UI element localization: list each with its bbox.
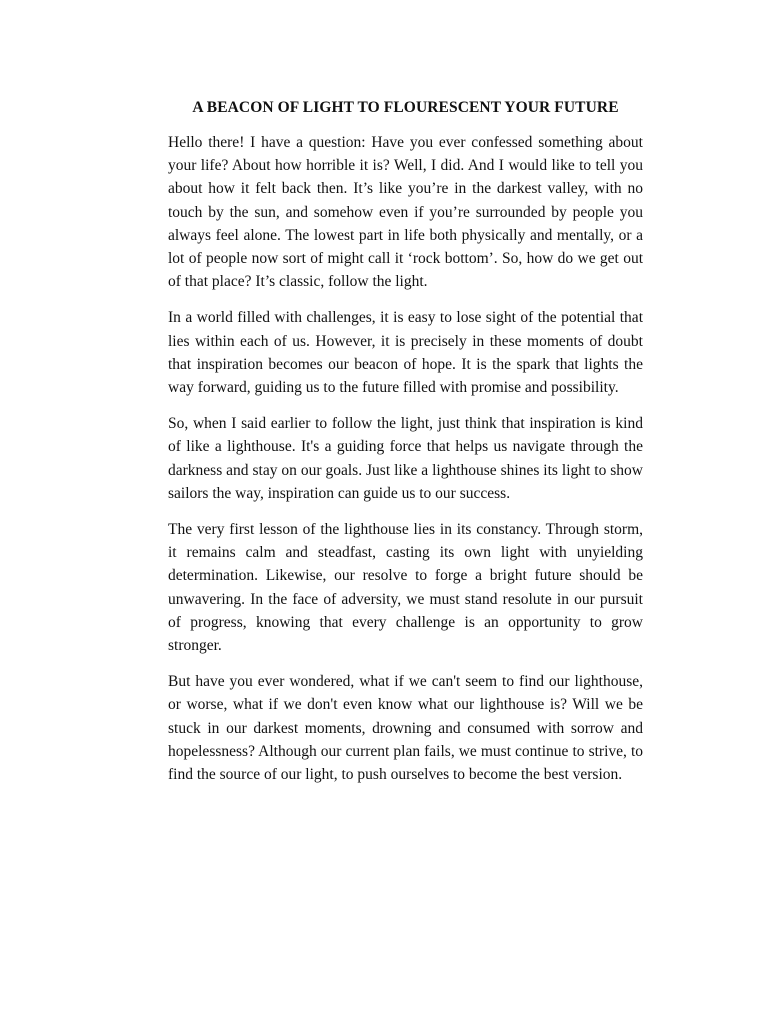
document-title: A BEACON OF LIGHT TO FLOURESCENT YOUR FUTURE (192, 99, 619, 116)
paragraph-5: But have you ever wondered, what if we can't seem to find our lighthouse, or worse, what if we don't even know what our lighthouse is? Will we be stuck in our darkest moments, drowning and consumed with sorrow and hopelessness? Although our current plan fails, we must continue to strive, to find the source of our light, to push ourselves to become the best version. (168, 673, 643, 784)
paragraph-2: In a world filled with challenges, it is easy to lose sight of the potential that lies within each of us. However, it is precisely in these moments of doubt that inspiration becomes our beacon of hope. It is the spark that lights the way forward, guiding us to the future filled with promise and possibility. (168, 309, 643, 397)
paragraph-4: The very first lesson of the lighthouse lies in its constancy. Through storm, it remains calm and steadfast, casting its own light with unyielding determination. Likewise, our resolve to forge a bright future should be unwavering. In the face of adversity, we must stand resolute in our pursuit of progress, knowing that every challenge is an opportunity to grow stronger. (168, 521, 643, 655)
paragraph-1: Hello there! I have a question: Have you ever confessed something about your life? About how horrible it is? Well, I did. And I would like to tell you about how it felt back then. It’s like you’re in the darkest valley, with no touch by the sun, and somehow even if you’re surrounded by people you always feel alone. The lowest part in life both physically and mentally, or a lot of people now sort of might call it ‘rock bottom’. So, how do we get out of that place? It’s classic, follow the light. (168, 134, 643, 291)
document-body (168, 96, 643, 799)
paragraph-3: So, when I said earlier to follow the light, just think that inspiration is kind of like a lighthouse. It's a guiding force that helps us navigate through the darkness and stay on our goals. Just like a lighthouse shines its light to show sailors the way, inspiration can guide us to our success. (168, 415, 643, 502)
